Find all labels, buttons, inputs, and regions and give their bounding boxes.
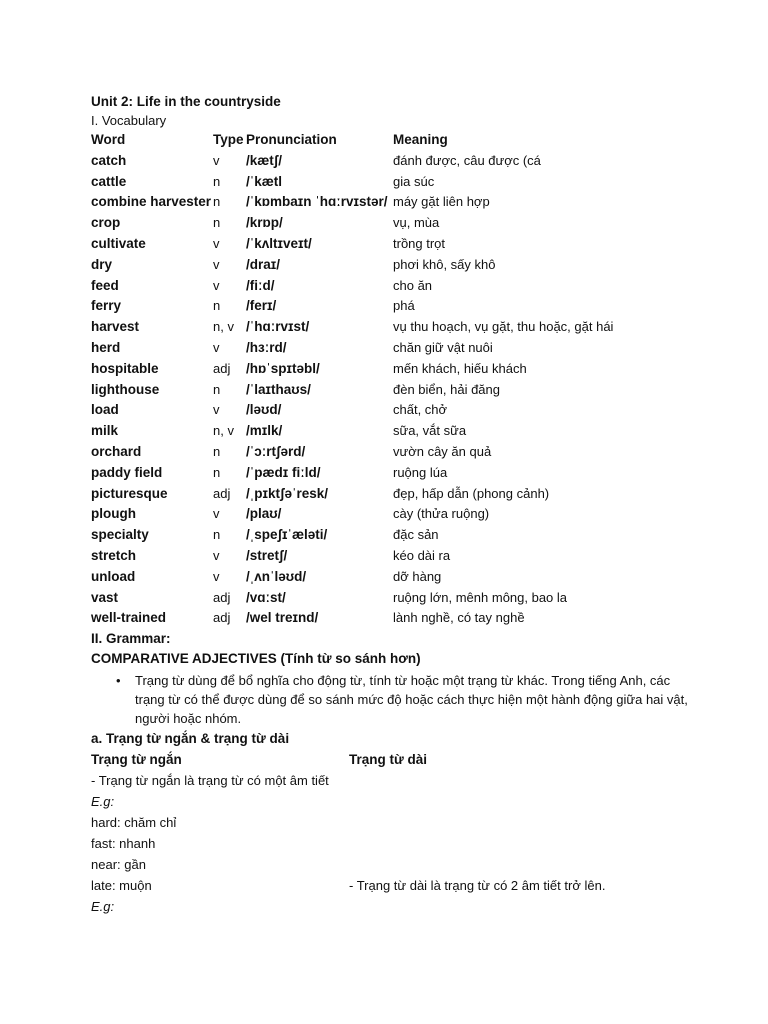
header-meaning: Meaning [393,132,448,147]
example-row [91,812,711,833]
vocab-word: stretch [91,547,137,563]
vocab-meaning: ruộng lớn, mênh mông, bao la [393,589,568,605]
vocab-pronunciation: /mɪlk/ [246,423,283,439]
bullet-text: Trạng từ dùng để bổ nghĩa cho động từ, tính từ hoặc một trạng từ khác. Trong tiếng Anh, các trạng từ có thể được dùng để so sánh mức độ hoặc cách thực hiện một hành động giữa hai vật, người hoặc nhóm. [135,673,688,727]
vocab-word: crop [91,215,121,231]
vocab-type: v [213,339,220,355]
vocab-table-header [91,130,711,151]
vocab-type: n, v [213,423,234,439]
vocab-row [91,359,711,380]
vocab-pronunciation: /ˌspeʃɪˈæləti/ [246,527,328,543]
vocab-word: lighthouse [91,381,160,397]
eg-label-2: E.g: [91,899,115,915]
vocab-row [91,296,711,317]
vocab-word: plough [91,506,136,522]
short-adverb-heading: Trạng từ ngắn [91,752,182,768]
vocab-type: n [213,215,221,231]
subsection-a-heading: a. Trạng từ ngắn & trạng từ dài [91,731,290,747]
vocab-word: ferry [91,298,122,314]
vocab-meaning: cày (thửa ruộng) [393,506,490,522]
vocab-meaning: đặc sản [393,527,439,543]
vocab-row [91,442,711,463]
vocab-meaning: kéo dài ra [393,547,451,563]
vocab-meaning: sữa, vắt sữa [393,423,467,439]
example-item: hard: chăm chỉ [91,815,177,831]
vocab-pronunciation: /hɜːrd/ [246,339,287,355]
vocab-type: n [213,298,221,314]
vocab-meaning: gia súc [393,173,435,189]
vocab-row [91,317,711,338]
vocab-meaning: mến khách, hiếu khách [393,360,527,376]
vocab-meaning: đánh được, câu được (cá [393,152,541,168]
eg-label: E.g: [91,794,115,810]
vocab-pronunciation: /ˈkɒmbaɪn ˈhɑːrvɪstər/ [246,194,388,210]
vocab-meaning: đèn biển, hải đăng [393,381,500,397]
document-page [91,92,711,917]
example-row [91,854,711,875]
vocab-meaning: máy gặt liên hợp [393,194,490,210]
example-item: near: gần [91,857,146,873]
example-item: fast: nhanh [91,836,156,852]
vocab-type: n [213,194,221,210]
header-word: Word [91,132,126,147]
vocab-pronunciation: /fiːd/ [246,277,275,293]
vocab-pronunciation: /ˈpædɪ fiːld/ [246,464,321,480]
vocab-word: hospitable [91,360,159,376]
vocab-row [91,234,711,255]
vocab-pronunciation: /ˈkʌltɪveɪt/ [246,235,312,251]
vocab-type: v [213,547,220,563]
example-item: late: muộn [91,878,152,894]
vocab-row [91,276,711,297]
comparative-heading: COMPARATIVE ADJECTIVES (Tính từ so sánh hơn) [91,651,421,667]
vocab-type: v [213,568,220,584]
vocab-meaning: phá [393,298,415,314]
example-row [91,875,711,896]
eg-row [91,791,711,812]
vocab-row [91,192,711,213]
vocab-word: vast [91,589,119,605]
vocab-meaning: đẹp, hấp dẫn (phong cảnh) [393,485,550,501]
vocab-meaning: phơi khô, sấy khô [393,256,496,272]
vocab-meaning: dỡ hàng [393,568,442,584]
vocab-pronunciation: /ˈɔːrtʃərd/ [246,443,306,459]
vocab-type: v [213,402,220,418]
vocab-row [91,255,711,276]
vocab-table-body [91,151,711,629]
vocab-word: dry [91,256,113,272]
vocab-word: unload [91,568,136,584]
vocab-word: paddy field [91,464,163,480]
vocab-type: n [213,173,221,189]
vocab-pronunciation: /hɒˈspɪtəbl/ [246,360,320,376]
header-type: Type [213,132,244,147]
vocab-meaning: lành nghề, có tay nghề [393,610,525,626]
vocab-row [91,463,711,484]
header-pronunciation: Pronunciation [246,132,337,147]
eg-row-2 [91,896,711,917]
vocab-meaning: cho ăn [393,277,433,293]
vocab-type: adj [213,485,231,501]
long-adverb-definition: - Trạng từ dài là trạng từ có 2 âm tiết trở lên. [349,878,606,894]
vocab-pronunciation: /kætʃ/ [246,152,283,168]
vocab-row [91,484,711,505]
vocab-row [91,546,711,567]
vocab-row [91,421,711,442]
vocab-meaning: ruộng lúa [393,464,448,480]
vocab-word: harvest [91,319,140,335]
vocab-pronunciation: /plaʊ/ [246,506,282,522]
vocab-word: orchard [91,443,142,459]
vocab-type: v [213,506,220,522]
vocab-meaning: vườn cây ăn quả [393,443,492,459]
vocab-word: specialty [91,527,149,543]
vocab-pronunciation: /wel treɪnd/ [246,610,319,626]
short-def-row [91,770,711,791]
vocab-meaning: vụ, mùa [393,215,440,231]
vocab-pronunciation: /ˈlaɪthaʊs/ [246,381,311,397]
vocab-type: v [213,277,220,293]
vocab-row [91,400,711,421]
column-headers [91,749,711,770]
grammar-heading: II. Grammar: [91,631,171,647]
vocab-word: catch [91,152,127,168]
vocab-type: v [213,256,220,272]
vocab-meaning: chăn giữ vật nuôi [393,339,493,355]
vocab-row [91,151,711,172]
bullet-paragraph [91,671,695,728]
vocab-type: n [213,527,221,543]
vocab-pronunciation: /ˌpɪktʃəˈresk/ [246,485,328,501]
vocab-word: picturesque [91,485,168,501]
vocab-word: cultivate [91,235,146,251]
vocab-word: combine harvester [91,194,212,210]
vocab-pronunciation: /stretʃ/ [246,547,288,563]
vocab-meaning: trồng trọt [393,235,446,251]
vocab-type: n [213,464,221,480]
vocab-word: well-trained [91,610,167,626]
vocab-pronunciation: /ferɪ/ [246,298,277,314]
vocab-pronunciation: /ˈkætl [246,173,283,189]
vocabulary-heading: I. Vocabulary [91,113,167,128]
vocab-row [91,525,711,546]
vocab-pronunciation: /vɑːst/ [246,589,286,605]
vocab-row [91,567,711,588]
vocab-pronunciation: /ləʊd/ [246,402,282,418]
long-adverb-heading: Trạng từ dài [349,752,428,768]
vocab-pronunciation: /ˈhɑːrvɪst/ [246,319,310,335]
unit-title: Unit 2: Life in the countryside [91,94,281,109]
vocab-row [91,380,711,401]
short-adverb-definition: - Trạng từ ngắn là trạng từ có một âm tiết [91,773,329,789]
vocab-row [91,504,711,525]
example-row [91,833,711,854]
vocab-type: n [213,443,221,459]
vocab-word: cattle [91,173,127,189]
vocab-word: milk [91,423,119,439]
vocab-row [91,588,711,609]
bullet-dot-icon: • [116,673,121,689]
vocab-type: adj [213,360,231,376]
vocab-type: v [213,152,220,168]
vocab-row [91,608,711,629]
vocab-row [91,172,711,193]
vocab-pronunciation: /krɒp/ [246,215,283,231]
vocab-type: adj [213,610,231,626]
vocab-row [91,213,711,234]
vocab-word: load [91,402,119,418]
vocab-meaning: vụ thu hoạch, vụ gặt, thu hoặc, gặt hái [393,319,614,335]
vocab-word: herd [91,339,121,355]
vocab-type: v [213,235,220,251]
vocab-type: n [213,381,221,397]
vocab-word: feed [91,277,119,293]
vocab-type: n, v [213,319,234,335]
vocab-type: adj [213,589,231,605]
vocab-meaning: chất, chở [393,402,448,418]
vocab-pronunciation: /draɪ/ [246,256,280,272]
vocab-row [91,338,711,359]
vocab-pronunciation: /ˌʌnˈləʊd/ [246,568,307,584]
